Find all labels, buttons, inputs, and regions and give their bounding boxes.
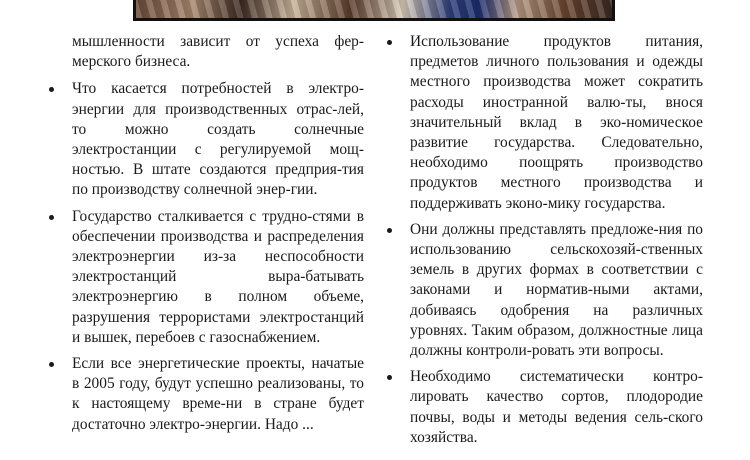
- continuation-paragraph: мышленности зависит от успеха фер-мерского бизнеса.: [72, 33, 364, 71]
- list-item: Если все энергетические проекты, начатые в 2005 году, будут успешно реализованы, то к настоящему време-ни в стране будет достаточно электро-энергии. Надо ...: [72, 354, 364, 435]
- right-bullet-list: [410, 32, 703, 448]
- list-item: Они должны представлять предложе-ния по использованию сельскохозяй-ственных земель в других формах в соответствии с законами и норматив-ными актами, добиваясь одобрения на различных уровнях. Таким образом, должностные лица должны контроли-ровать эти вопросы.: [410, 220, 703, 361]
- list-item: Государство сталкивается с трудно-стями в обеспечении производства и распределения электроэнергии из-за неспособности электростанций выра-батывать электроэнергию в полном объеме, разрушения террористами электростанций и вышек, перебоев с газоснабжением.: [72, 207, 364, 348]
- list-item: Что касается потребностей в электро-энергии для производственных отрас-лей, то можно создать солнечные электростанции с регулируемой мощ-ностью. В штате создаются предприя-тия по производству солнечной энер-гии.: [72, 79, 364, 200]
- list-item: Использование продуктов питания, предметов личного пользования и одежды местного производства может сократить расходы иностранной валю-ты, внося значительный вклад в эко-номическое развитие государства. Следовательно, необходимо поощрять производство продуктов местного производства и поддерживать эконо-мику государства.: [410, 32, 703, 214]
- left-column: [72, 32, 364, 441]
- right-column: [410, 32, 703, 454]
- article-photo: [133, 0, 615, 21]
- list-item: Необходимо систематически контро-лировать качество сортов, плодородие почвы, воды и методы ведения сель-ского хозяйства.: [410, 367, 703, 448]
- left-bullet-list: [72, 79, 364, 434]
